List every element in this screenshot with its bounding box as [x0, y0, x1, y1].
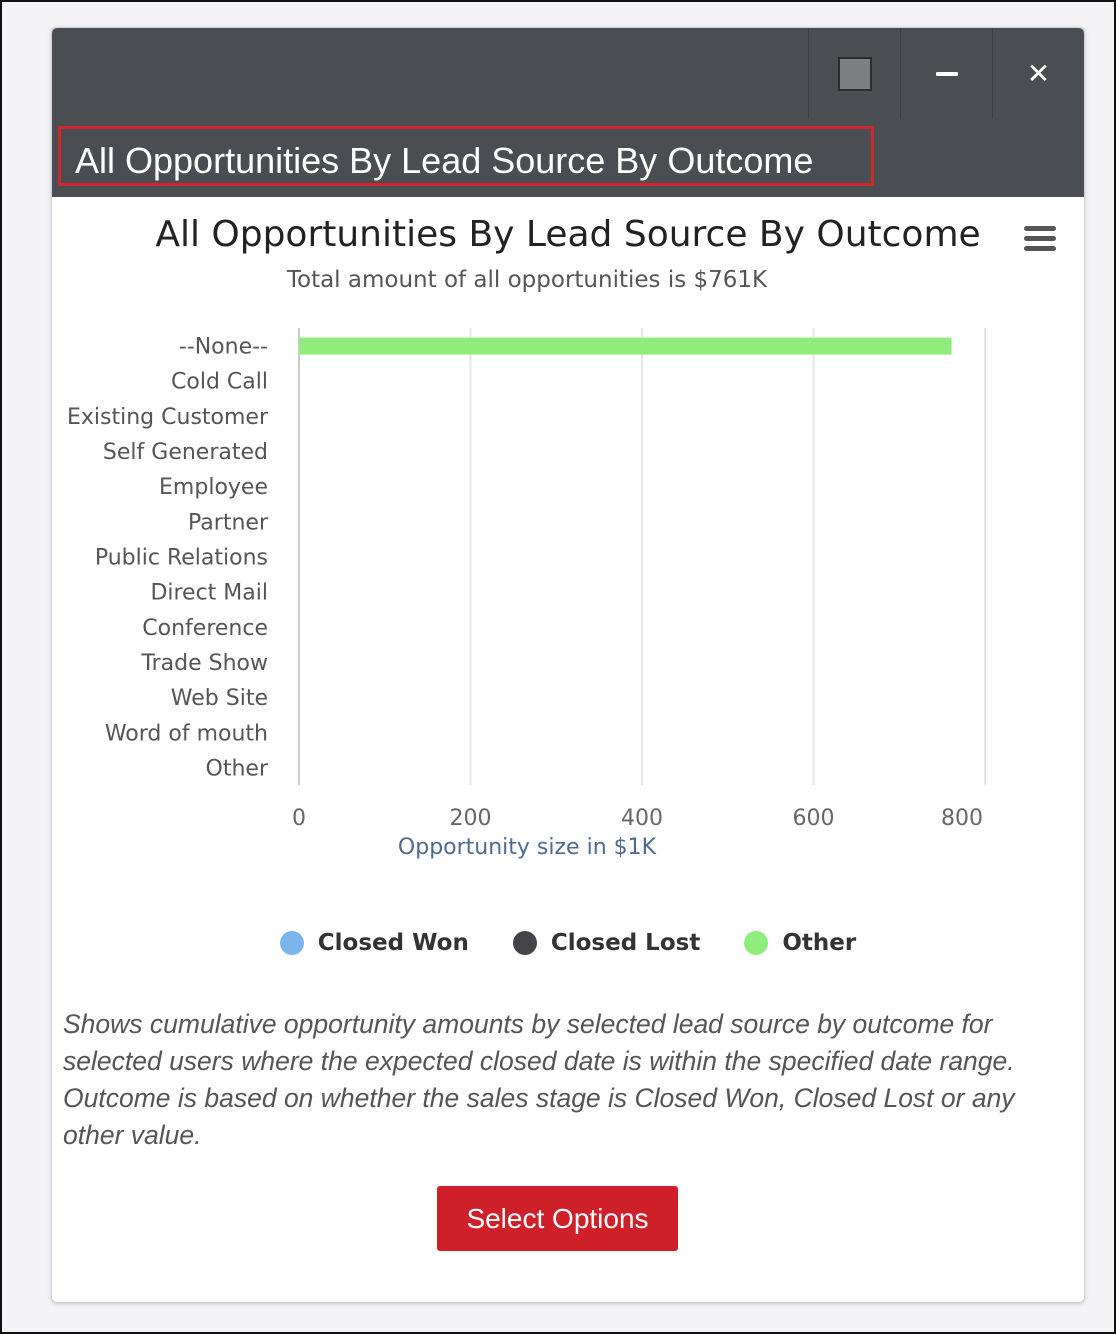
x-tick-label: 0: [292, 806, 306, 831]
dashlet-title: All Opportunities By Lead Source By Outcome: [75, 140, 814, 181]
dashlet-window: [51, 27, 1085, 1303]
x-tick-label: 400: [621, 806, 663, 831]
y-axis-label: Cold Call: [171, 369, 268, 395]
y-axis-label: Direct Mail: [150, 580, 268, 606]
y-axis-label: Existing Customer: [67, 404, 268, 430]
legend-marker: [280, 931, 304, 955]
y-axis-label: Trade Show: [141, 650, 268, 676]
hamburger-menu-icon[interactable]: [1022, 225, 1058, 257]
x-axis-title: Opportunity size in $1K: [397, 835, 657, 860]
legend-label: Closed Lost: [550, 930, 701, 956]
y-axis-label: Conference: [142, 615, 268, 641]
legend-label: Other: [782, 930, 857, 956]
chart-legend: [52, 926, 1084, 960]
y-axis-label: Public Relations: [94, 545, 268, 571]
dashlet-description: Shows cumulative opportunity amounts by selected lead source by outcome for selected users where the expected closed date is within the specified date range. Outcome is based on whether the sales stage is Closed Won, Closed Lost or any other value.: [63, 1009, 1015, 1150]
x-tick-label: 200: [449, 806, 492, 831]
y-axis-label: Self Generated: [102, 440, 268, 466]
legend-item-closed-won[interactable]: [280, 930, 469, 956]
x-tick-label: 600: [792, 806, 835, 831]
y-axis-label: Web Site: [170, 686, 268, 712]
y-axis-label: Employee: [159, 475, 268, 501]
chart: [52, 28, 1084, 908]
chart-subtitle: Total amount of all opportunities is $761K: [286, 267, 768, 293]
y-axis-label: Other: [205, 756, 268, 782]
chart-title: All Opportunities By Lead Source By Outcome: [155, 214, 981, 255]
legend-marker: [744, 931, 768, 955]
y-axis-label: Partner: [188, 510, 268, 536]
close-icon: ✕: [1026, 56, 1051, 90]
x-tick-label: 800: [941, 806, 983, 831]
legend-marker: [513, 931, 537, 955]
bar-other: [299, 338, 952, 355]
y-axis-label: Word of mouth: [104, 721, 268, 747]
select-options-button[interactable]: Select Options: [437, 1186, 678, 1251]
legend-item-closed-lost[interactable]: [513, 930, 700, 956]
y-axis-label: --None--: [178, 334, 268, 360]
legend-label: Closed Won: [317, 930, 469, 956]
legend-item-other[interactable]: [744, 930, 856, 956]
